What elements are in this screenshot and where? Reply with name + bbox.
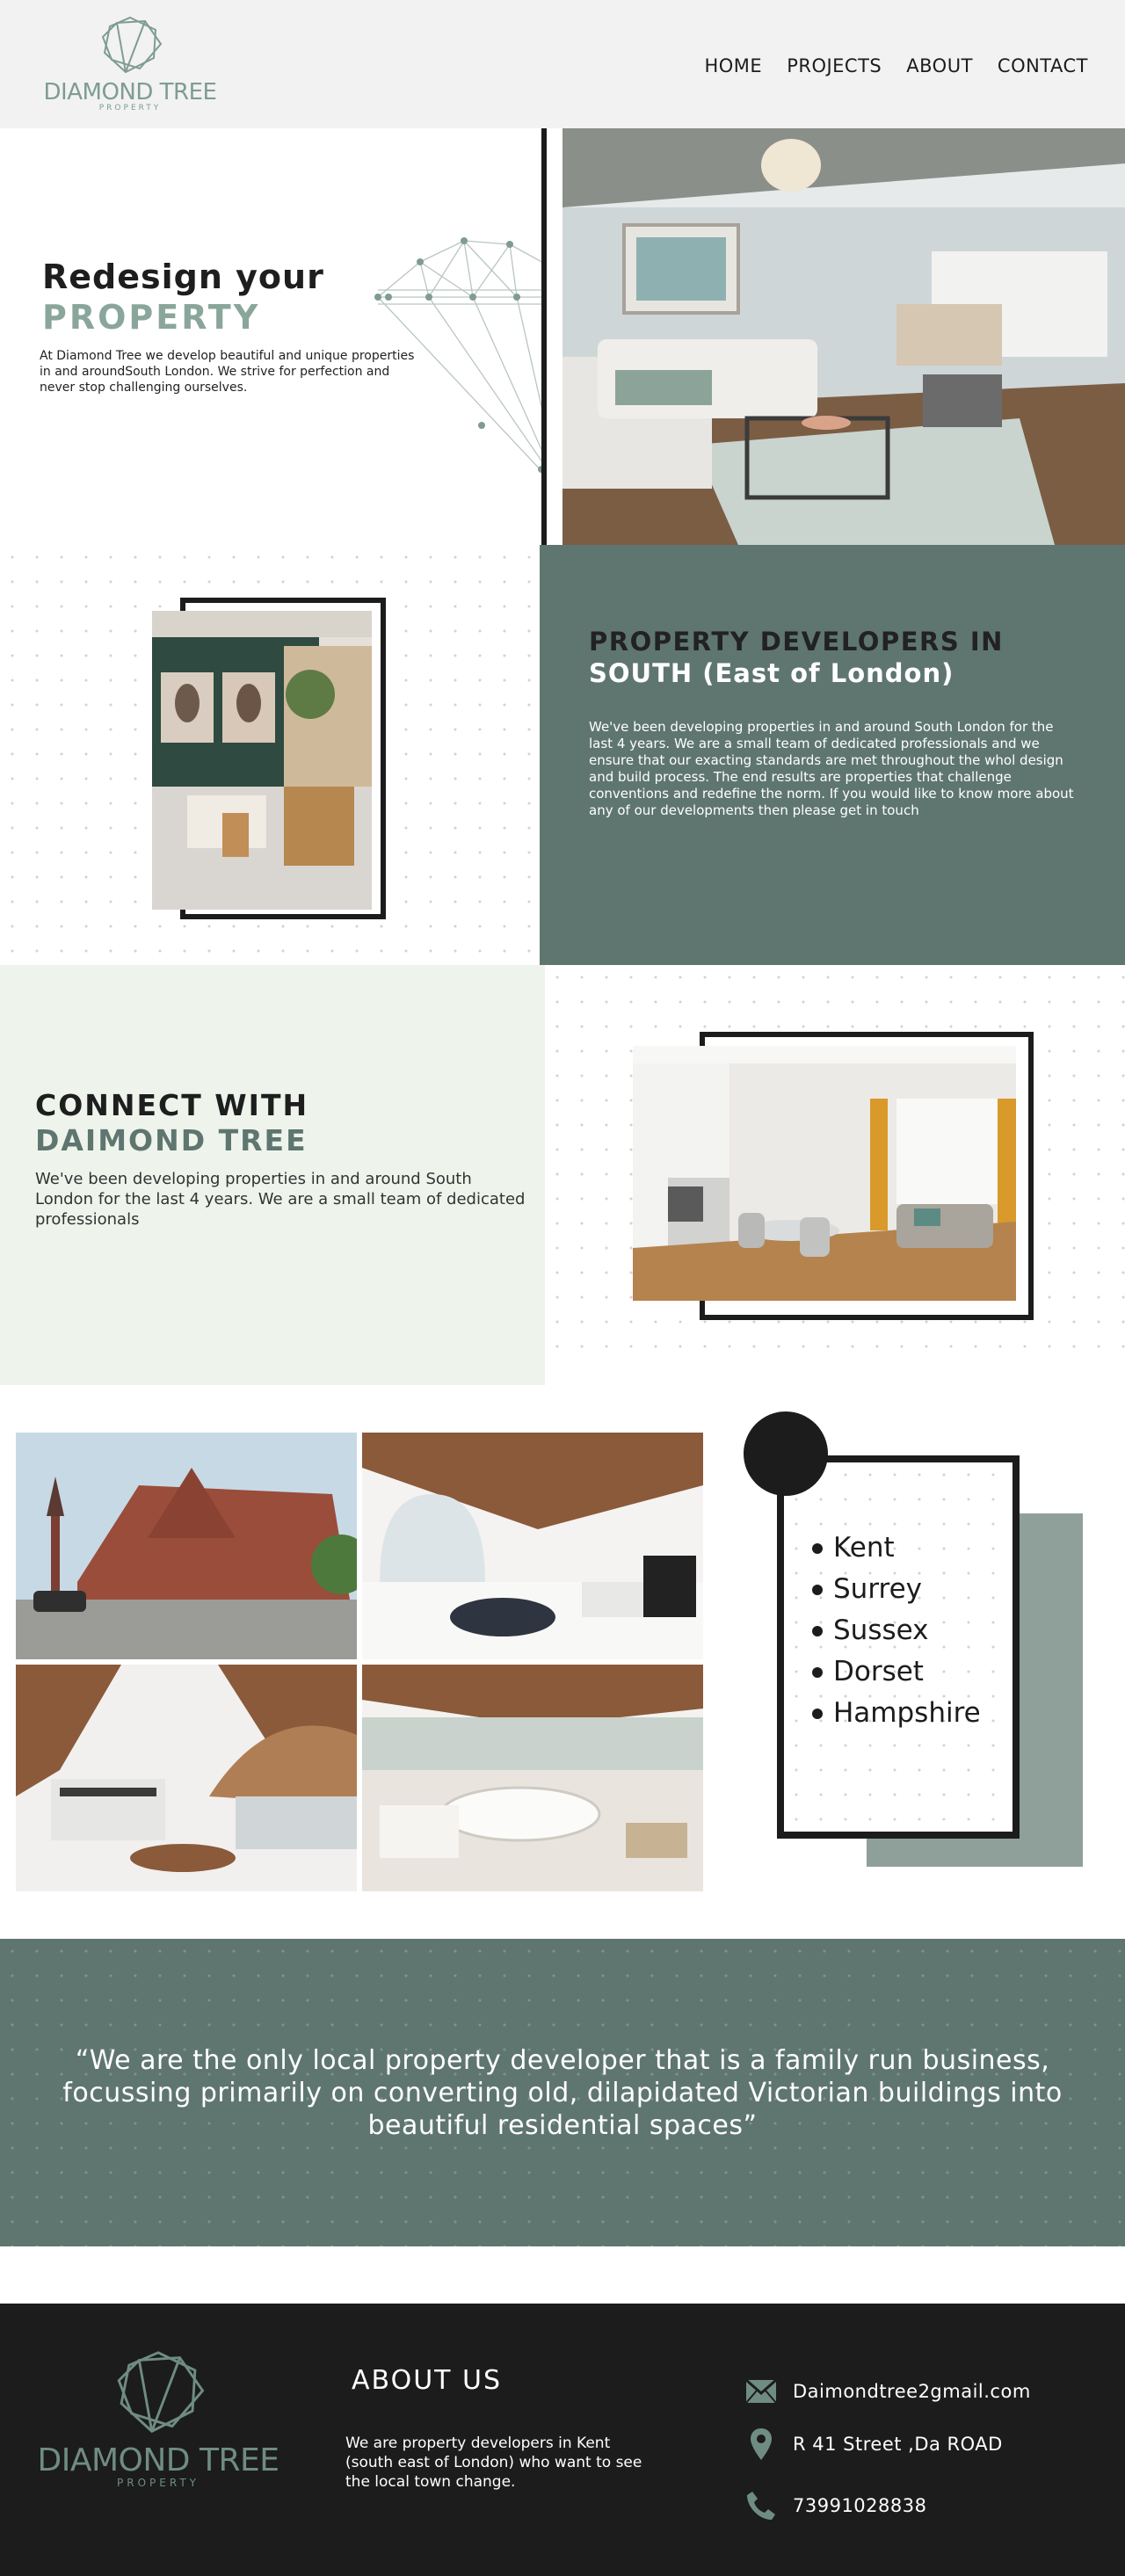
developers-heading-line2: SOUTH (East of London) [589, 658, 954, 688]
nav-about[interactable]: ABOUT [906, 55, 973, 76]
connect-heading-line1: CONNECT WITH [35, 1088, 309, 1122]
contact-address: R 41 Street ,Da ROAD [793, 2434, 1003, 2455]
connect-heading-line2: DAIMOND TREE [35, 1123, 308, 1157]
site-header [0, 0, 1125, 128]
hero-title-line1: Redesign your [42, 258, 324, 296]
contact-email[interactable]: Daimondtree2gmail.com [793, 2381, 1031, 2402]
location-sussex: Sussex [833, 1615, 929, 1646]
developers-text: We've been developing properties in and around South London for the last 4 years. We are a small team of dedicated professionals and we ensure that our exacting standards are met throughout the whol design and build process. The end results are properties that challenge conventions and redefine the norm. If you would like to know more about any of our developments then please get in touch [589, 719, 1074, 818]
nav-home[interactable]: HOME [704, 55, 763, 76]
logo[interactable] [42, 14, 218, 112]
location-surrey: Surrey [833, 1573, 923, 1605]
contact-phone[interactable]: 73991028838 [793, 2495, 927, 2516]
main-nav [704, 55, 1088, 76]
hero-title-line2: PROPERTY [42, 298, 261, 337]
quote-text: “We are the only local property developer that is a family run business, focussing primarily on converting old, dilapidated Victorian buildings into beautiful residential spaces” [62, 2045, 1063, 2141]
developers-heading-line1: PROPERTY DEVELOPERS IN [589, 627, 1004, 657]
hero-description: At Diamond Tree we develop beautiful and unique properties in and aroundSouth London. We strive for perfection and never stop challenging ourselves. [40, 349, 415, 395]
location-hampshire: Hampshire [833, 1697, 981, 1729]
location-kent: Kent [833, 1532, 895, 1564]
footer-logo-wordmark: DIAMOND TREE [37, 2442, 279, 2478]
about-heading: ABOUT US [352, 2365, 503, 2396]
nav-contact[interactable]: CONTACT [997, 55, 1088, 76]
logo-subtitle: PROPERTY [98, 104, 162, 112]
connect-text: We've been developing properties in and around South London for the last 4 years. We are a small team of dedicated professionals [35, 1170, 526, 1229]
footer-logo-subtitle: PROPERTY [117, 2477, 200, 2489]
about-text: We are property developers in Kent (south east of London) who want to see the local town change. [345, 2435, 642, 2491]
nav-projects[interactable]: PROJECTS [787, 55, 882, 76]
location-dorset: Dorset [833, 1656, 924, 1687]
diamond-logo-icon [91, 14, 170, 77]
logo-wordmark: DIAMOND TREE [43, 79, 217, 105]
